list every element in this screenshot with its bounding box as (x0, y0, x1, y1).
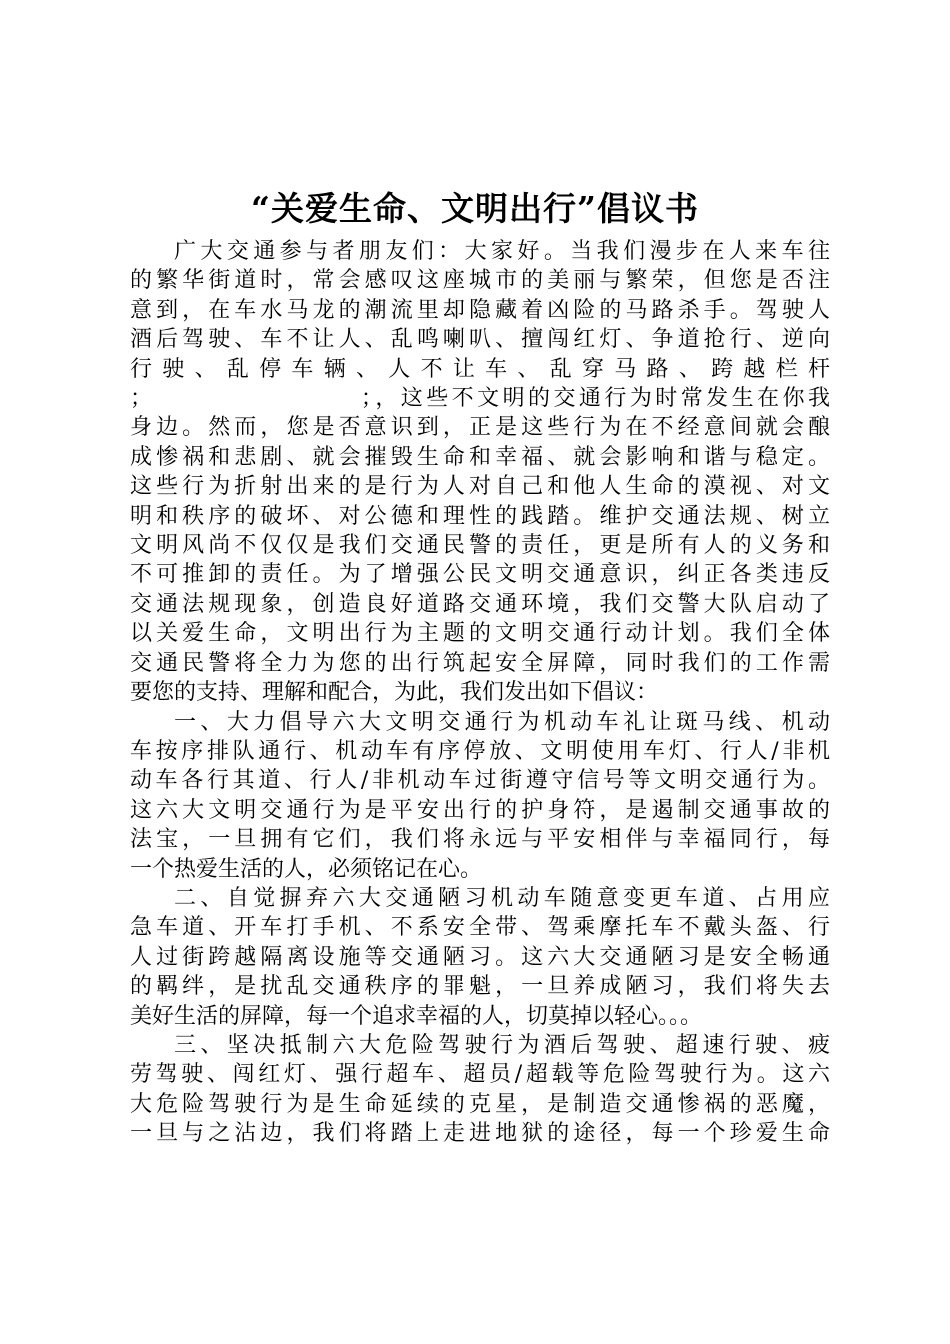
text-line: 一个热爱生活的人，必须铭记在心。 (130, 856, 483, 882)
text-line: 大危险驾驶行为是生命延续的克星，是制造交通惨祸的恶魔， (130, 1091, 830, 1117)
paragraph-proposal-2 (130, 884, 830, 1031)
text-line: 急车道、开车打手机、不系安全带、驾乘摩托车不戴头盔、行 (130, 915, 830, 941)
paragraph-proposal-1 (130, 708, 830, 884)
text-line: 交通民警将全力为您的出行筑起安全屏障，同时我们的工作需 (130, 650, 830, 676)
text-line: 这六大文明交通行为是平安出行的护身符，是遏制交通事故的 (130, 797, 830, 823)
text-line: 劳驾驶、闯红灯、强行超车、超员/超载等危险驾驶行为。这六 (130, 1062, 830, 1088)
text-line: 法宝，一旦拥有它们，我们将永远与平安相伴与幸福同行，每 (130, 827, 830, 853)
text-line: 文明风尚不仅仅是我们交通民警的责任，更是所有人的义务和 (130, 533, 830, 559)
text-line: 广大交通参与者朋友们：大家好。当我们漫步在人来车往 (174, 239, 830, 264)
text-line: 人过街跨越隔离设施等交通陋习。这六大交通陋习是安全畅通 (130, 944, 830, 970)
text-line: 酒后驾驶、车不让人、乱鸣喇叭、擅闯红灯、争道抢行、逆向 (130, 327, 830, 353)
paragraph-proposal-3 (130, 1031, 830, 1149)
text-line: 一、大力倡导六大文明交通行为机动车礼让斑马线、机动 (174, 709, 830, 735)
text-line: 明和秩序的破坏、对公德和理性的践踏。维护交通法规、树立 (130, 503, 830, 529)
text-line: 身边。然而，您是否意识到，正是这些行为在不经意间就会酿 (130, 415, 830, 441)
text-line: 车按序排队通行、机动车有序停放、文明使用车灯、行人/非机 (130, 738, 830, 764)
text-line: 美好生活的屏障，每一个追求幸福的人，切莫掉以轻心。。。 (130, 1003, 703, 1029)
text-line: 交通法规现象，创造良好道路交通环境，我们交警大队启动了 (130, 591, 830, 617)
text-line: 一旦与之沾边，我们将踏上走进地狱的途径，每一个珍爱生命 (130, 1121, 830, 1147)
text-line: 的繁华街道时，常会感叹这座城市的美丽与繁荣，但您是否注 (130, 268, 830, 294)
text-line: 这些行为折射出来的是行为人对自己和他人生命的漠视、对文 (130, 474, 830, 500)
text-line: 成惨祸和悲剧、就会摧毁生命和幸福、就会影响和谐与稳定。 (130, 444, 830, 470)
text-line: 行驶、乱停车辆、人不让车、乱穿马路、跨越栏杆 (130, 356, 830, 382)
text-line: 意到，在车水马龙的潮流里却隐藏着凶险的马路杀手。驾驶人 (130, 297, 830, 323)
text-line: ； ；，这些不文明的交通行为时常发生在你我 (130, 386, 830, 412)
text-line: 三、坚决抵制六大危险驾驶行为酒后驾驶、超速行驶、疲 (174, 1032, 830, 1058)
text-line: 的羁绊，是扰乱交通秩序的罪魁，一旦养成陋习，我们将失去 (130, 974, 830, 1000)
text-line: 不可推卸的责任。为了增强公民文明交通意识，纠正各类违反 (130, 562, 830, 588)
document-title: “关爱生命、文明出行”倡议书 (251, 189, 699, 228)
document-body (130, 237, 830, 1149)
text-line: 要您的支持、理解和配合，为此，我们发出如下倡议： (130, 680, 659, 706)
text-line: 动车各行其道、行人/非机动车过街遵守信号等文明交通行为。 (130, 768, 830, 794)
text-line: 二、自觉摒弃六大交通陋习机动车随意变更车道、占用应 (174, 885, 830, 911)
paragraph-greeting (130, 237, 830, 708)
text-line: 以关爱生命，文明出行为主题的文明交通行动计划。我们全体 (130, 621, 830, 647)
